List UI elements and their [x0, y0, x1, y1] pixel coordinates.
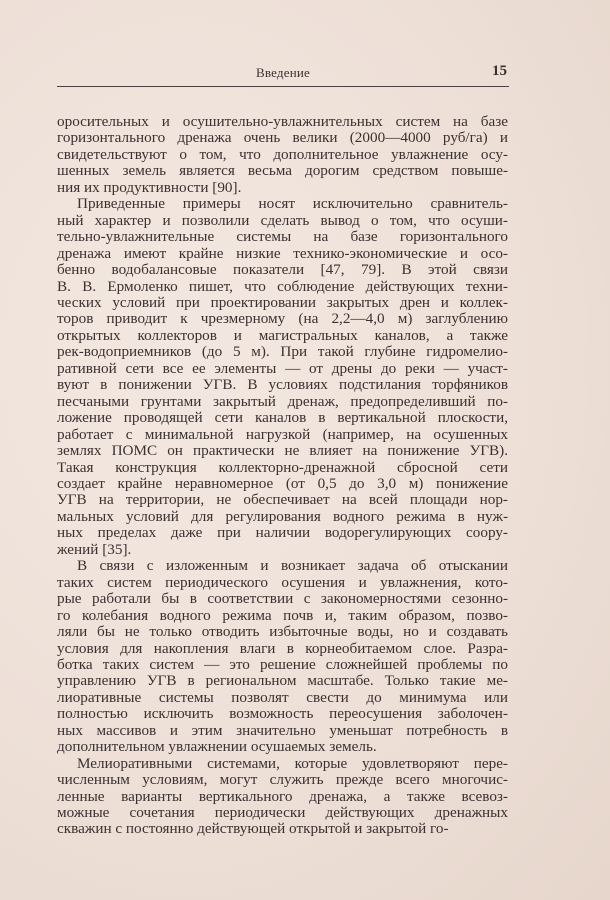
text-line: условия для накопления влаги в корнеобитаемом слое. Разра- — [57, 639, 508, 657]
text-line: В связи с изложенным и возникает задача об отыскании — [77, 557, 508, 575]
text-line: можные сочетания периодически действующих дренажных — [57, 804, 508, 822]
text-line: ния их продуктивности [90]. — [57, 178, 242, 196]
text-line: шенных земель является весьма дорогим средством повыше- — [57, 162, 508, 180]
text-line: УГВ на территории, не обеспечивает на всей площади нор- — [57, 491, 508, 509]
text-line: торов приводит к чрезмерному (на 2,2—4,0 м) заглублению — [57, 310, 508, 328]
text-line: землях ПОМС он практически не влияет на понижение УГВ). — [57, 442, 508, 460]
text-line: скважин с постоянно действующей открытой и закрытой го- — [57, 820, 449, 838]
text-line: оросительных и осушительно-увлажнительных систем на базе — [57, 113, 508, 130]
body-text — [57, 114, 508, 838]
text-line: бенно водобалансовые показатели [47, 79]. В этой связи — [57, 261, 508, 279]
text-line: ративной сети все ее элементы — от дрены до реки — участ- — [57, 359, 508, 377]
text-line: свидетельствуют о том, что дополнительное увлажнение осу- — [57, 145, 508, 163]
text-line: го колебания водного режима почв и, таким образом, позво- — [57, 606, 508, 624]
text-line: песчаными грунтами закрытый дренаж, предопределивший по- — [57, 392, 508, 410]
paragraph — [57, 756, 508, 838]
paragraph — [57, 558, 508, 755]
text-line: лиоративные системы позволят свести до минимума или — [57, 688, 508, 706]
text-line: управлению УГВ в региональном масштабе. Только такие ме- — [57, 672, 508, 690]
text-line: ботка таких систем — это решение сложнейшей проблемы по — [57, 655, 508, 673]
text-line: вуют в понижении УГВ. В условиях подстилания торфяников — [57, 376, 508, 394]
text-line: Такая конструкция коллекторно-дренажной сбросной сети — [57, 458, 508, 476]
text-line: ляли бы не только отводить избыточные воды, но и создавать — [57, 623, 508, 641]
text-line: ческих условий при проектировании закрытых дрен и коллек- — [57, 293, 508, 311]
text-line: В. В. Ермоленко пишет, что соблюдение действующих техни- — [57, 277, 508, 295]
text-line: Мелиоративными системами, которые удовлетворяют пере- — [77, 754, 508, 772]
text-line: работает с минимальной нагрузкой (например, на осушенных — [57, 425, 508, 443]
text-line: ленные варианты вертикального дренажа, а также всевоз- — [57, 787, 508, 805]
page-number: 15 — [492, 63, 507, 79]
paragraph — [57, 114, 508, 196]
text-line: открытых коллекторов и магистральных каналов, а также — [57, 326, 508, 344]
text-line: рек-водоприемников (до 5 м). При такой глубине гидромелио- — [57, 343, 508, 361]
running-title: Введение — [256, 65, 310, 80]
text-line: тельно-увлажнительные системы на базе горизонтального — [57, 228, 508, 246]
text-line: мальных условий для регулирования водного режима в нуж- — [57, 507, 508, 525]
text-line: ных массивов и этим значительно уменьшат потребность в — [57, 721, 508, 739]
text-line: жений [35]. — [57, 540, 132, 558]
paragraph — [57, 196, 508, 558]
text-line: горизонтального дренажа очень велики (2000—4000 руб/га) и — [57, 129, 508, 147]
text-line: создает крайне неравномерное (от 0,5 до 3,0 м) понижение — [57, 474, 508, 492]
text-line: ложение проводящей сети каналов в вертикальной плоскости, — [57, 409, 508, 427]
text-line: ный характер и позволили сделать вывод о том, что осуши- — [57, 211, 508, 229]
page-header — [57, 62, 509, 87]
text-line: Приведенные примеры носят исключительно сравнитель- — [77, 195, 508, 213]
text-line: дренажа имеют крайне низкие технико-экономические и осо- — [57, 244, 508, 262]
text-line: дополнительном увлажнении осушаемых земель. — [57, 738, 377, 756]
text-line: полностью исключить возможность переосушения заболочен- — [57, 705, 508, 723]
text-line: рые работали бы в соответствии с закономерностями сезонно- — [57, 590, 508, 608]
text-line: численным условиям, могут служить прежде всего многочис- — [57, 771, 508, 789]
text-line: таких систем периодического осушения и увлажнения, кото- — [57, 573, 508, 591]
text-line: ных пределах даже при наличии водорегулирующих соору- — [57, 524, 508, 542]
